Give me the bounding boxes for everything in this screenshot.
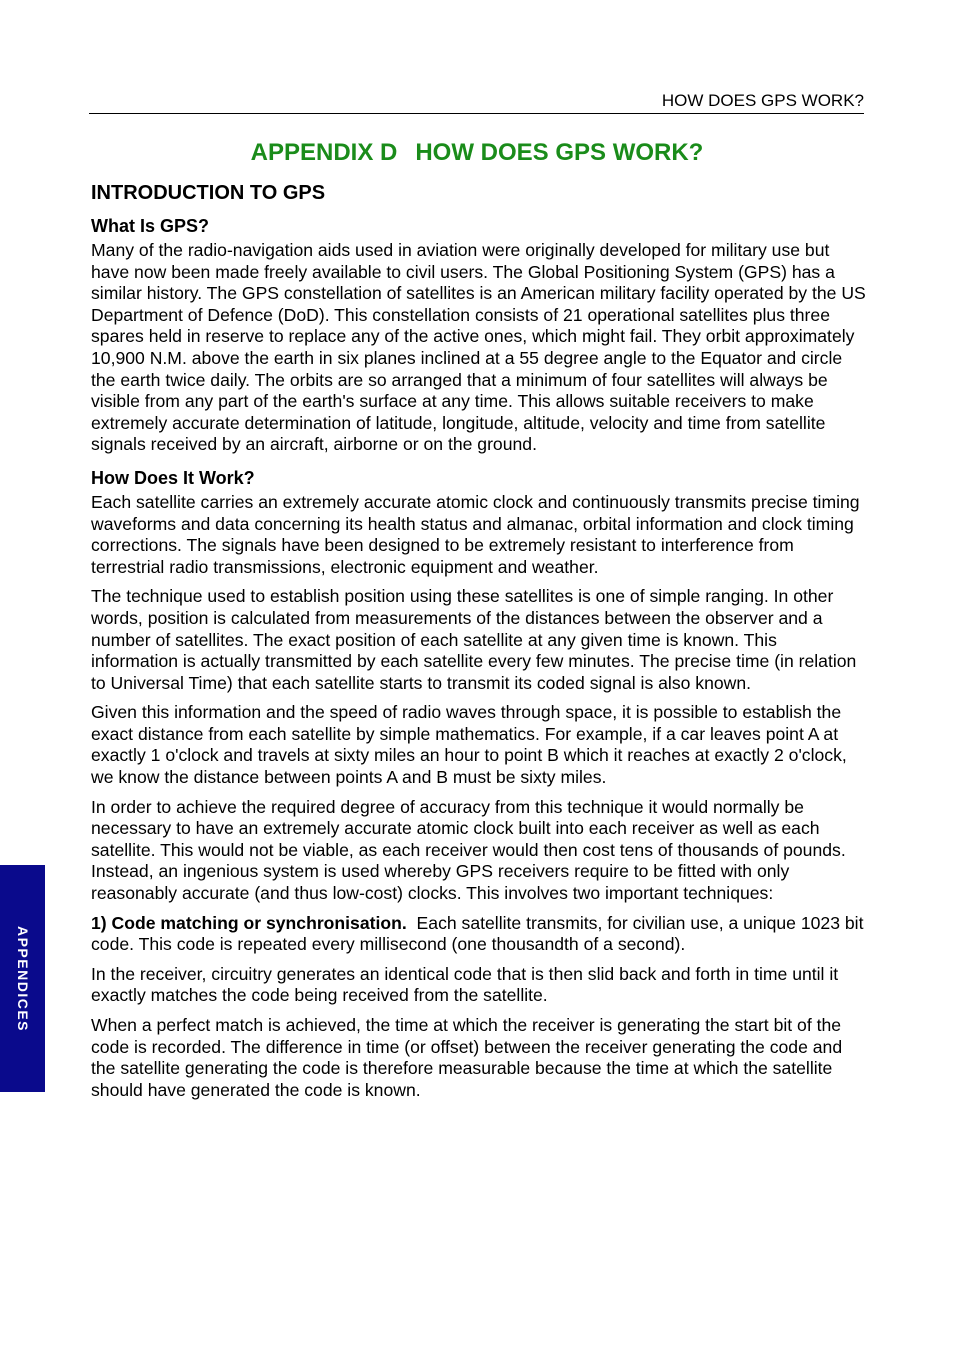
paragraph: When a perfect match is achieved, the time at which the receiver is generating the start bit of the code is recorded. The difference in time (or offset) between the receiver generating the code and the satellite generating the code is therefore measurable because the time at which the satellite should have generated the code is known. [91,1015,843,1100]
subheading-how-does-it-work: How Does It Work? [91,467,255,488]
main-content [91,180,867,1109]
running-header: HOW DOES GPS WORK? [89,91,864,114]
code-matching-lead: 1) Code matching or synchronisation. [91,912,407,933]
paragraph: In the receiver, circuitry generates an identical code that is then slid back and forth in time until it exactly matches the code being received from the satellite. [91,963,839,1006]
page-title [0,139,954,167]
code-matching-text: Each satellite transmits, for civilian use, a unique 1023 bit code. This code is repeated every millisecond (one thousandth of a second). [91,912,864,955]
paragraph: Given this information and the speed of radio waves through space, it is possible to establish the exact distance from each satellite by simple mathematics. For example, if a car leaves point A at exactly 1 o'clock and travels at sixty miles an hour to point B which it reaches at exactly 2 o'clock, we know the distance between points A and B must be sixty miles. [91,702,847,788]
appendix-label: APPENDIX D [250,139,398,166]
subheading-what-is-gps: What Is GPS? [91,216,210,236]
paragraph: In order to achieve the required degree of accuracy from this technique it would normally be necessary to have an extremely accurate atomic clock built into each receiver as well as each satellite. This would not be viable, as each receiver would then cost tens of thousands of pounds. Instead, an ingenious system is used whereby GPS receivers require to be fitted with only reasonably accurate (and thus low-cost) clocks. This involves two important techniques: [91,796,846,904]
section-heading: INTRODUCTION TO GPS [91,182,326,204]
paragraph: Each satellite carries an extremely accurate atomic clock and continuously transmits precise timing waveforms and data concerning its health status and almanac, orbital information and clock timing corrections. The signals have been designed to be extremely resistant to interference from terrestrial radio transmissions, electronic equipment and weather. [91,491,860,577]
appendix-title: HOW DOES GPS WORK? [415,139,704,166]
paragraph: The technique used to establish position using these satellites is one of simple ranging. In other words, position is calculated from measurements of the distances between the observer and a number of satellites. The exact position of each satellite at any given time is known. This information is actually transmitted by each satellite every few minutes. The precise time (in relation to Universal Time) that each satellite starts to transmit its coded signal is also known. [91,586,857,693]
appendices-side-tab [0,865,45,1092]
side-tab-label: APPENDICES [14,925,31,1032]
paragraph-code-matching [91,913,867,956]
paragraph: Many of the radio-navigation aids used in aviation were originally developed for military use but have now been made freely available to civil users. The Global Positioning System (GPS) has a similar history. The GPS constellation of satellites is an American military facility operated by the US Department of Defence (DoD). This constellation consists of 21 operational satellites plus three spares held in reserve to replace any of the active ones, which might fail. They orbit approximately 10,900 N.M. above the earth in six planes inclined at a 55 degree angle to the Equator and circle the earth twice daily. The orbits are so arranged that a minimum of four satellites will always be visible from any part of the earth's surface at any time. This allows suitable receivers to make extremely accurate determination of latitude, longitude, altitude, velocity and time from satellite signals received by an aircraft, airborne or on the ground. [91,240,866,455]
